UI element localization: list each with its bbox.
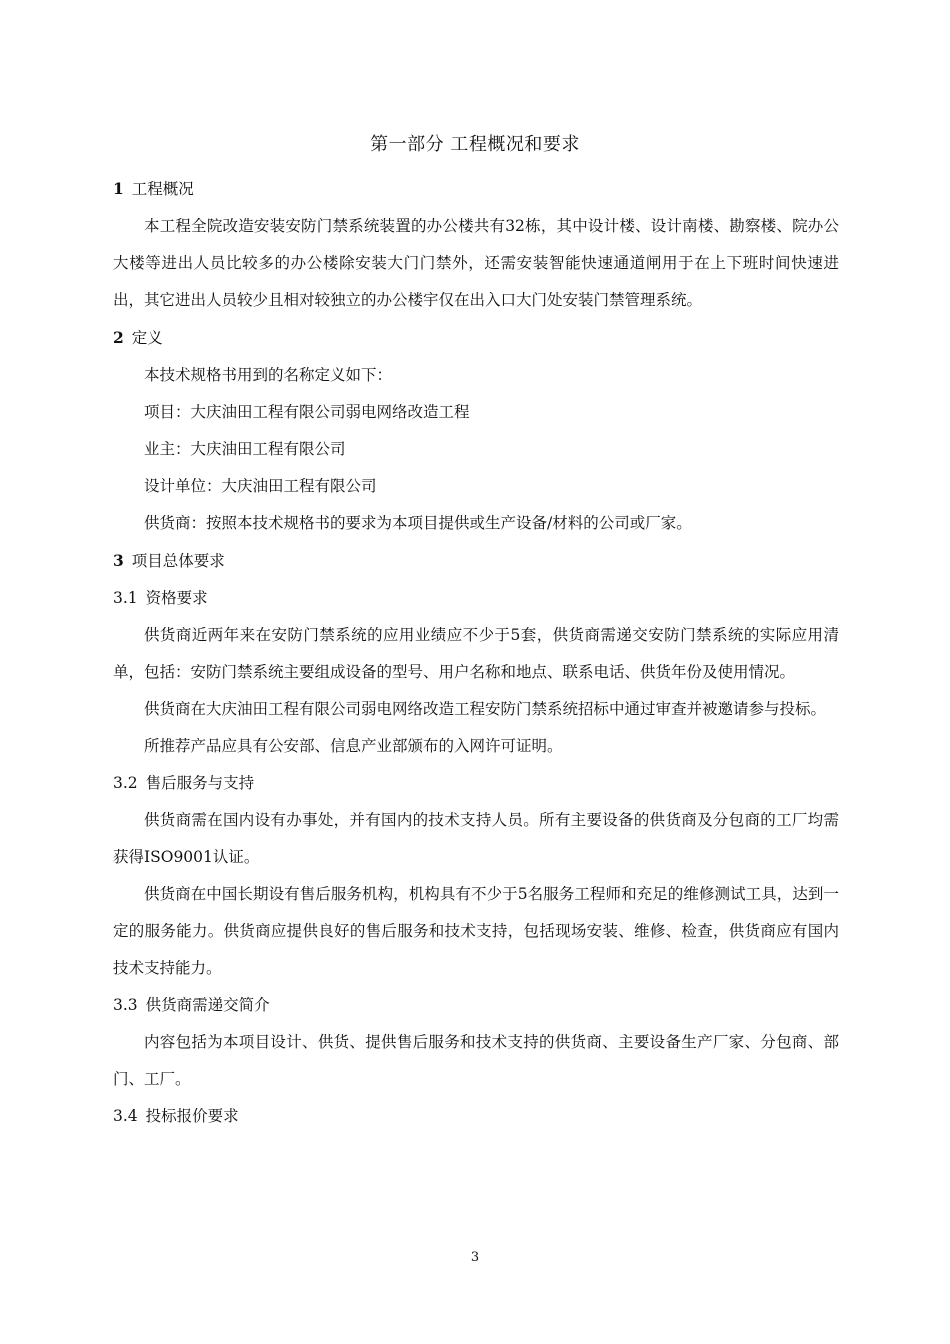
subsection-heading-3-3 <box>113 987 839 1024</box>
subsection-number: 3.3 <box>113 996 138 1014</box>
definition-item: 项目：大庆油田工程有限公司弱电网络改造工程 <box>144 403 470 421</box>
subsection-heading-3-4 <box>113 1098 839 1135</box>
section-heading-1 <box>113 170 839 208</box>
subsection-heading-3-2 <box>113 765 839 802</box>
document-body <box>113 170 839 1135</box>
paragraph: 内容包括为本项目设计、供货、提供售后服务和技术支持的供货商、主要设备生产厂家、分包商、部门、工厂。 <box>113 1033 839 1088</box>
subsection-title: 资格要求 <box>145 589 208 607</box>
paragraph: 供货商在中国长期设有售后服务机构，机构具有不少于5名服务工程师和充足的维修测试工具，达到一定的服务能力。供货商应提供良好的售后服务和技术支持，包括现场安装、维修、检查，供货商应有国内技术支持能力。 <box>113 885 839 977</box>
section-title: 项目总体要求 <box>131 552 225 570</box>
section-number: 1 <box>113 179 124 198</box>
section-heading-2 <box>113 319 839 357</box>
section-number: 2 <box>113 328 124 347</box>
paragraph: 供货商近两年来在安防门禁系统的应用业绩应不少于5套，供货商需递交安防门禁系统的实际应用清单，包括：安防门禁系统主要组成设备的型号、用户名称和地点、联系电话、供货年份及使用情况。 <box>113 626 839 681</box>
subsection-heading-3-1 <box>113 580 839 617</box>
definition-item: 业主：大庆油田工程有限公司 <box>144 440 346 458</box>
paragraph: 本工程全院改造安装安防门禁系统装置的办公楼共有32栋，其中设计楼、设计南楼、勘察楼、院办公大楼等进出人员比较多的办公楼除安装大门门禁外，还需安装智能快速通道闸用于在上下班时间快速进出，其它进出人员较少且相对较独立的办公楼宇仅在出入口大门处安装门禁管理系统。 <box>113 217 839 309</box>
subsection-number: 3.4 <box>113 1107 138 1125</box>
page-title: 第一部分 工程概况和要求 <box>370 134 580 155</box>
paragraph: 所推荐产品应具有公安部、信息产业部颁布的入网许可证明。 <box>144 737 563 755</box>
section-heading-3 <box>113 542 839 580</box>
paragraph: 供货商需在国内设有办事处，并有国内的技术支持人员。所有主要设备的供货商及分包商的工厂均需获得ISO9001认证。 <box>113 811 839 866</box>
definition-item: 设计单位：大庆油田工程有限公司 <box>144 477 377 495</box>
page-number: 3 <box>470 1250 480 1265</box>
subsection-title: 售后服务与支持 <box>145 774 255 792</box>
subsection-number: 3.1 <box>113 589 138 607</box>
paragraph: 本技术规格书用到的名称定义如下： <box>144 366 393 384</box>
section-title: 定义 <box>131 329 163 347</box>
definition-item: 供货商：按照本技术规格书的要求为本项目提供或生产设备/材料的公司或厂家。 <box>144 514 692 532</box>
subsection-number: 3.2 <box>113 774 138 792</box>
subsection-title: 供货商需递交简介 <box>145 996 270 1014</box>
paragraph: 供货商在大庆油田工程有限公司弱电网络改造工程安防门禁系统招标中通过审查并被邀请参与投标。 <box>144 700 827 718</box>
section-number: 3 <box>113 551 124 570</box>
subsection-title: 投标报价要求 <box>145 1107 239 1125</box>
section-title: 工程概况 <box>131 180 194 198</box>
